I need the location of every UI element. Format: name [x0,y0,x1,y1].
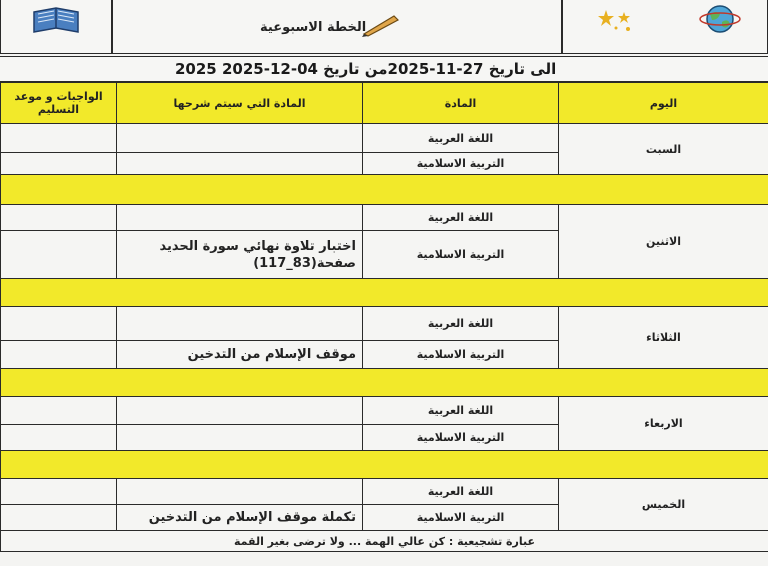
lesson-cell: اختبار تلاوة نهائي سورة الحديد صفحة(83_117) [117,231,363,279]
subject-cell: اللغة العربية [363,307,559,341]
globe-icon [698,4,742,36]
subject-cell: اللغة العربية [363,124,559,153]
lesson-cell [117,205,363,231]
day-cell: الثلاثاء [559,307,768,369]
motto: عبارة تشجيعية : كن عالي الهمة ... ولا ترضى بغير القمة [1,531,768,552]
subject-cell: اللغة العربية [363,479,559,505]
footer-row [1,531,768,552]
schedule-table [0,82,768,552]
day-cell: السبت [559,124,768,175]
table-row [1,479,768,505]
homework-cell [1,505,117,531]
lesson-cell [117,479,363,505]
table-row [1,397,768,425]
lesson-cell [117,153,363,175]
separator-cell [1,279,768,307]
homework-cell [1,205,117,231]
column-header-subject: المادة [363,83,559,124]
subject-cell: التربية الاسلامية [363,153,559,175]
day-cell: الاثنين [559,205,768,279]
column-header-homework: الواجبات و موعد التسليم [1,83,117,124]
separator-cell [1,451,768,479]
date-range-row [0,56,768,82]
subject-cell: اللغة العربية [363,205,559,231]
homework-cell [1,153,117,175]
lesson-cell: موقف الإسلام من التدخين [117,341,363,369]
homework-cell [1,479,117,505]
column-header-row [1,83,768,124]
subject-cell: التربية الاسلامية [363,341,559,369]
lesson-cell [117,307,363,341]
header [0,0,768,56]
homework-cell [1,307,117,341]
table-row [1,307,768,341]
subject-cell: التربية الاسلامية [363,425,559,451]
stars-icon [598,8,638,34]
homework-cell [1,124,117,153]
lesson-cell: تكملة موقف الإسلام من التدخين [117,505,363,531]
separator-cell [1,369,768,397]
day-cell: الخميس [559,479,768,531]
homework-cell [1,397,117,425]
book-icon [32,6,80,34]
homework-cell [1,341,117,369]
column-header-day: اليوم [559,83,768,124]
subject-cell: التربية الاسلامية [363,505,559,531]
separator-row [1,369,768,397]
subject-cell: اللغة العربية [363,397,559,425]
homework-cell [1,231,117,279]
column-header-lesson: المادة التي سيتم شرحها [117,83,363,124]
separator-row [1,451,768,479]
subject-cell: التربية الاسلامية [363,231,559,279]
lesson-cell [117,425,363,451]
separator-cell [1,175,768,205]
day-cell: الاربعاء [559,397,768,451]
lesson-cell [117,397,363,425]
date-range: 2025 الى تاريخ 27-11-2025من تاريخ 04-12-2025 [175,60,557,78]
lesson-cell [117,124,363,153]
separator-row [1,175,768,205]
table-row [1,124,768,153]
separator-row [1,279,768,307]
homework-cell [1,425,117,451]
page-title: الخطة الاسبوعية [260,20,367,35]
table-row [1,205,768,231]
